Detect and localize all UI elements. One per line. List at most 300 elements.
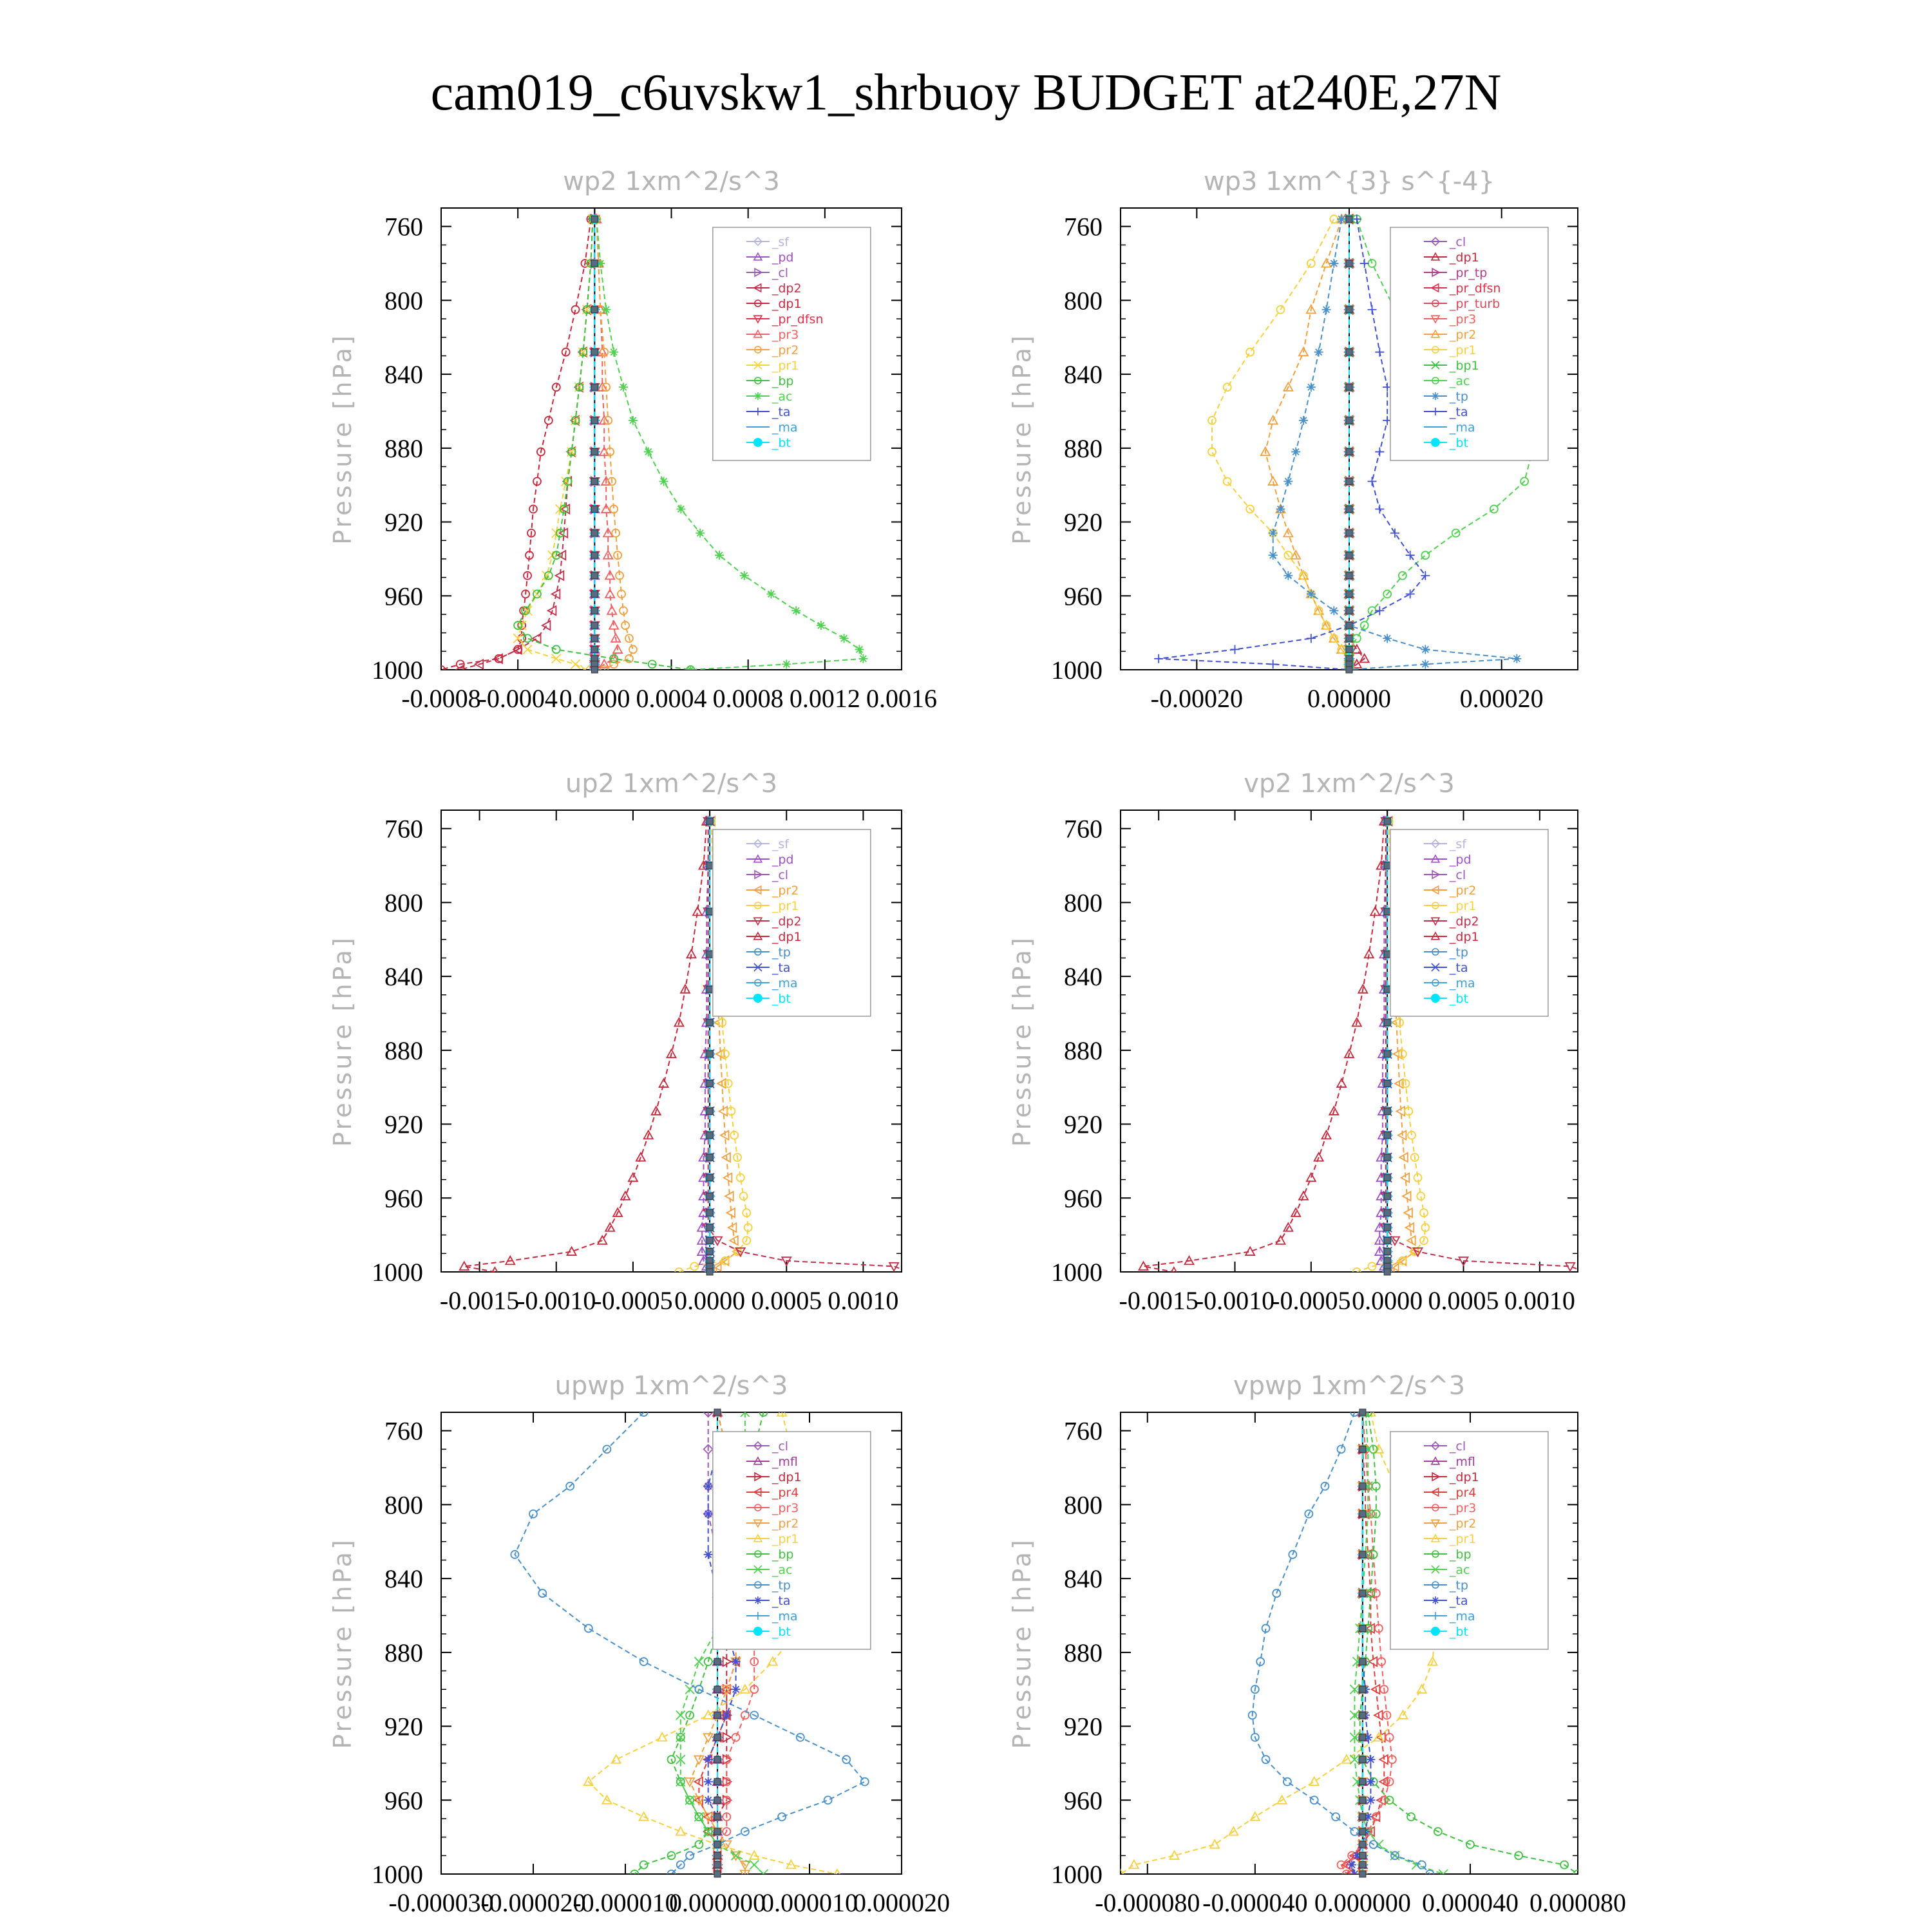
center-marker — [714, 1862, 721, 1868]
legend-item: _ma — [772, 421, 798, 435]
legend-item: _bp — [772, 1548, 794, 1562]
legend-item: _dp1 — [1449, 930, 1479, 944]
legend-item: _pr1 — [1449, 899, 1477, 913]
data-point — [1407, 1813, 1415, 1821]
center-marker — [706, 986, 713, 992]
legend-item: _ta — [772, 961, 791, 975]
center-marker — [1384, 1108, 1390, 1114]
center-marker — [714, 1871, 721, 1877]
center-marker — [1384, 818, 1390, 824]
center-marker — [714, 1734, 721, 1741]
data-point — [1314, 1153, 1323, 1161]
legend-item: _bt — [1449, 436, 1468, 450]
center-marker — [1346, 607, 1352, 614]
data-point — [1231, 645, 1240, 654]
center-marker — [706, 1175, 713, 1181]
legend-item: _cl — [1449, 868, 1466, 882]
legend-item: _pd — [772, 853, 794, 867]
center-marker — [714, 1686, 721, 1692]
center-marker — [591, 449, 598, 455]
x-tick-label: 0.000010 — [761, 1888, 858, 1917]
legend-item: _bt — [1449, 992, 1468, 1006]
center-marker — [1384, 951, 1390, 958]
data-point — [538, 1589, 546, 1597]
data-point — [704, 1777, 713, 1786]
center-marker — [591, 307, 598, 313]
center-marker — [1359, 1828, 1366, 1835]
center-marker — [1359, 1797, 1366, 1803]
y-tick-label: 920 — [1064, 507, 1103, 537]
y-tick-label: 800 — [384, 888, 423, 918]
center-marker — [1359, 1814, 1366, 1820]
data-point — [1283, 571, 1293, 580]
x-tick-label: 0.0016 — [866, 684, 937, 713]
figure-title: cam019_c6uvskw1_shrbuoy BUDGET at240E,27N — [430, 64, 1502, 121]
legend-item: _dp2 — [772, 914, 802, 929]
x-tick-label: 0.0008 — [712, 684, 784, 713]
legend-item: _cl — [772, 868, 789, 882]
data-point — [629, 416, 638, 425]
center-marker — [1384, 1080, 1390, 1086]
data-point — [766, 589, 775, 598]
data-point — [1383, 634, 1392, 643]
data-point — [1330, 215, 1338, 223]
x-tick-label: 0.0000 — [1352, 1286, 1423, 1315]
data-point — [1269, 477, 1278, 485]
center-marker — [1384, 1193, 1390, 1199]
data-point — [817, 621, 826, 630]
legend-item: _sf — [1449, 837, 1466, 851]
panel-title: wp3 1xm^{3} s^{-4} — [1203, 167, 1495, 196]
center-marker — [706, 909, 713, 915]
center-marker — [1384, 909, 1390, 915]
legend-item: _tp — [772, 1578, 791, 1593]
data-point — [676, 1710, 685, 1719]
center-marker — [1384, 1248, 1390, 1255]
y-tick-label: 800 — [1064, 888, 1103, 918]
data-point — [1375, 504, 1384, 513]
data-point — [1269, 659, 1278, 668]
data-point — [1375, 448, 1384, 457]
legend-item: _cl — [1449, 235, 1466, 249]
center-marker — [1384, 1237, 1390, 1244]
center-marker — [706, 1269, 713, 1275]
center-marker — [1346, 417, 1352, 424]
data-point — [513, 634, 522, 643]
legend-item: _pr2 — [1449, 328, 1477, 342]
data-point — [1347, 1861, 1356, 1870]
legend-item: _bt — [1449, 1625, 1468, 1639]
center-marker — [714, 1756, 721, 1763]
data-point — [1291, 448, 1300, 457]
data-point — [1421, 645, 1430, 654]
center-marker — [1359, 1483, 1366, 1490]
center-marker — [1346, 384, 1352, 390]
legend-item: _cl — [772, 266, 789, 280]
data-point — [523, 645, 532, 654]
legend-item: _pr_dfsn — [1449, 281, 1501, 296]
data-point — [609, 348, 618, 357]
data-point — [1307, 634, 1316, 643]
center-marker — [1384, 1209, 1390, 1216]
x-tick-label: -0.00020 — [1150, 684, 1243, 713]
center-marker — [706, 1080, 713, 1086]
legend-item: _pd — [772, 251, 794, 265]
center-marker — [706, 818, 713, 824]
panel-vpwp — [1008, 1371, 1626, 1917]
panels-container — [328, 167, 1626, 1917]
legend-item: _ta — [1449, 405, 1468, 419]
center-marker — [714, 1712, 721, 1718]
center-marker — [591, 573, 598, 579]
data-point — [598, 1236, 607, 1244]
y-tick-label: 760 — [1064, 1416, 1103, 1446]
legend-item: _tp — [1449, 945, 1468, 960]
legend-item: _pr3 — [1449, 312, 1477, 327]
y-tick-label: 800 — [384, 1490, 423, 1520]
data-point — [782, 659, 791, 668]
data-point — [750, 1861, 759, 1870]
center-marker — [591, 646, 598, 652]
center-marker — [1359, 1734, 1366, 1741]
series-line-pd — [1379, 821, 1386, 1272]
center-marker — [706, 1237, 713, 1244]
panel-up2 — [328, 769, 914, 1315]
data-point — [704, 1710, 713, 1719]
y-axis-label: Pressure [hPa] — [328, 935, 357, 1147]
center-marker — [1346, 506, 1352, 512]
series-line-pr1 — [518, 219, 592, 670]
data-point — [686, 665, 695, 674]
legend-item: _ta — [772, 1594, 791, 1608]
center-marker — [714, 1409, 721, 1416]
data-point — [1512, 654, 1521, 663]
data-point — [740, 571, 749, 580]
center-marker — [706, 1108, 713, 1114]
center-marker — [1384, 1269, 1390, 1275]
x-tick-label: -0.0004 — [478, 684, 558, 713]
legend-item: _ma — [772, 1609, 798, 1624]
x-tick-label: 0.000040 — [1421, 1888, 1519, 1917]
legend — [1390, 829, 1548, 1016]
data-point — [732, 1685, 741, 1694]
data-point — [542, 621, 551, 630]
panel-title: up2 1xm^2/s^3 — [565, 769, 778, 799]
legend-item: _bt — [772, 992, 791, 1006]
data-point — [1350, 1828, 1358, 1835]
center-marker — [591, 552, 598, 558]
data-point — [1360, 259, 1369, 268]
y-tick-label: 880 — [384, 1638, 423, 1667]
center-marker — [1346, 622, 1352, 629]
y-tick-label: 1000 — [372, 1860, 423, 1889]
y-tick-label: 960 — [1064, 1786, 1103, 1815]
data-point — [732, 1657, 741, 1666]
center-marker — [1384, 1051, 1390, 1057]
panel-vp2 — [1008, 769, 1590, 1315]
center-marker — [591, 591, 598, 597]
data-point — [1366, 1795, 1375, 1804]
series-line-dp1 — [464, 821, 707, 1272]
center-marker — [714, 1852, 721, 1859]
series-line-pr2 — [1265, 219, 1349, 670]
legend-item: _tp — [772, 945, 791, 960]
legend-item: _pr1 — [1449, 343, 1477, 357]
legend-item: _mfl — [1449, 1455, 1475, 1469]
data-point — [1366, 1755, 1375, 1764]
panel-title: wp2 1xm^2/s^3 — [563, 167, 780, 196]
y-tick-label: 880 — [1064, 1036, 1103, 1065]
center-marker — [1359, 1625, 1366, 1632]
y-tick-label: 960 — [384, 582, 423, 611]
center-marker — [1384, 1224, 1390, 1231]
legend-item: _pr2 — [772, 1517, 799, 1531]
x-tick-label: -0.0010 — [1195, 1286, 1275, 1315]
data-point — [529, 1510, 537, 1518]
y-tick-label: 920 — [1064, 1110, 1103, 1139]
x-tick-label: 0.0012 — [789, 684, 860, 713]
legend-item: _tp — [1449, 390, 1468, 404]
y-tick-label: 800 — [384, 286, 423, 316]
legend-item: _pr1 — [1449, 1532, 1477, 1546]
center-marker — [1359, 1852, 1366, 1859]
center-marker — [1346, 635, 1352, 641]
x-tick-label: 0.000080 — [1530, 1888, 1626, 1917]
y-tick-label: 800 — [1064, 1490, 1103, 1520]
legend-item: _cl — [1449, 1439, 1466, 1454]
legend-item: _ta — [772, 405, 791, 419]
data-point — [1390, 529, 1399, 538]
center-marker — [1384, 986, 1390, 992]
legend-item: _ta — [1449, 1594, 1468, 1608]
data-point — [858, 654, 867, 663]
legend — [713, 227, 871, 460]
x-tick-label: 0.0010 — [828, 1286, 899, 1315]
y-axis-label: Pressure [hPa] — [328, 1537, 357, 1749]
legend-item: _pr_dfsn — [772, 312, 824, 327]
legend-item: _dp1 — [1449, 251, 1479, 265]
panel-wp2 — [328, 167, 937, 713]
center-marker — [591, 260, 598, 267]
legend-item: _cl — [772, 1439, 789, 1454]
center-marker — [591, 349, 598, 355]
center-marker — [1384, 1132, 1390, 1139]
legend-item: _ac — [1449, 1563, 1470, 1577]
legend-item: _pr1 — [772, 1532, 799, 1546]
x-tick-label: -0.000010 — [573, 1888, 678, 1917]
data-point — [704, 1550, 713, 1559]
data-point — [1299, 416, 1308, 425]
center-marker — [706, 1209, 713, 1216]
center-marker — [706, 1154, 713, 1160]
x-tick-label: 0.0004 — [636, 684, 707, 713]
legend — [713, 1432, 871, 1649]
center-marker — [1359, 1409, 1366, 1416]
y-tick-label: 760 — [384, 212, 423, 242]
center-marker — [1359, 1756, 1366, 1763]
center-marker — [591, 667, 598, 673]
y-tick-label: 840 — [384, 360, 423, 390]
data-point — [621, 1191, 630, 1200]
center-marker — [706, 1051, 713, 1057]
center-marker — [591, 506, 598, 512]
legend-item: _ac — [1449, 374, 1470, 388]
legend-item: _sf — [772, 837, 789, 851]
legend-item: _ac — [772, 1563, 793, 1577]
x-tick-label: -0.0015 — [439, 1286, 520, 1315]
legend-item: _dp2 — [772, 281, 802, 296]
center-marker — [1346, 216, 1352, 222]
data-point — [1418, 1861, 1426, 1869]
y-tick-label: 760 — [1064, 212, 1103, 242]
center-marker — [1359, 1658, 1366, 1665]
y-tick-label: 880 — [1064, 1638, 1103, 1667]
legend-item: _dp1 — [772, 297, 802, 311]
legend-item: _pr3 — [772, 328, 799, 342]
center-marker — [706, 1248, 713, 1255]
data-point — [905, 1268, 914, 1276]
data-point — [1366, 1777, 1375, 1786]
center-marker — [1346, 552, 1352, 558]
data-point — [1276, 1236, 1285, 1244]
data-point — [1368, 305, 1377, 314]
x-tick-label: -0.000020 — [480, 1888, 586, 1917]
y-tick-label: 880 — [384, 1036, 423, 1065]
panel-wp3 — [1008, 167, 1578, 713]
legend-item: _pr2 — [1449, 1517, 1477, 1531]
legend-item: _tp — [1449, 1578, 1468, 1593]
data-point — [1337, 1445, 1345, 1453]
data-point — [1322, 305, 1331, 314]
center-marker — [1384, 1019, 1390, 1026]
legend-item: _bt — [772, 436, 791, 450]
center-marker — [1346, 573, 1352, 579]
data-point — [524, 634, 531, 642]
center-marker — [1346, 646, 1352, 652]
data-point — [1375, 348, 1384, 357]
data-point — [1368, 477, 1377, 486]
panel-title: vp2 1xm^2/s^3 — [1244, 769, 1455, 799]
data-point — [695, 1841, 703, 1848]
series-line-bp — [518, 219, 690, 670]
y-axis-label: Pressure [hPa] — [328, 333, 357, 545]
legend-item: _mfl — [772, 1455, 798, 1469]
legend-item: _ta — [1449, 961, 1468, 975]
y-tick-label: 1000 — [1051, 1860, 1103, 1889]
legend-item: _dp1 — [772, 1470, 802, 1484]
legend-item: _pr2 — [772, 343, 799, 357]
data-point — [1350, 1870, 1359, 1879]
legend-item: _bp — [1449, 1548, 1472, 1562]
y-tick-label: 840 — [384, 962, 423, 992]
y-axis-label: Pressure [hPa] — [1008, 333, 1036, 545]
y-axis-label: Pressure [hPa] — [1008, 935, 1036, 1147]
data-point — [1269, 529, 1278, 538]
data-point — [1581, 1268, 1590, 1276]
data-point — [1210, 1840, 1219, 1848]
x-tick-label: 0.0000 — [674, 1286, 746, 1315]
x-tick-label: -0.0010 — [516, 1286, 596, 1315]
data-point — [732, 1734, 740, 1741]
panel-title: vpwp 1xm^2/s^3 — [1233, 1371, 1466, 1401]
legend-item: _bp — [772, 374, 794, 388]
y-tick-label: 800 — [1064, 286, 1103, 316]
data-point — [1224, 383, 1231, 391]
center-marker — [1384, 862, 1390, 869]
center-marker — [1359, 1779, 1366, 1785]
center-marker — [1359, 1590, 1366, 1596]
data-point — [1224, 477, 1231, 485]
x-tick-label: 0.0005 — [751, 1286, 822, 1315]
legend-item: _pr2 — [772, 884, 799, 898]
panel-title: upwp 1xm^2/s^3 — [554, 1371, 788, 1401]
center-marker — [706, 862, 713, 869]
legend-item: _bp1 — [1449, 359, 1479, 373]
center-marker — [706, 1193, 713, 1199]
center-marker — [591, 478, 598, 484]
y-axis-label: Pressure [hPa] — [1008, 1537, 1036, 1749]
x-tick-label: 0.000020 — [853, 1888, 950, 1917]
center-marker — [1346, 349, 1352, 355]
y-tick-label: 760 — [1064, 814, 1103, 844]
data-point — [1421, 659, 1430, 668]
x-tick-label: -0.0005 — [593, 1286, 673, 1315]
x-tick-label: -0.0008 — [401, 684, 481, 713]
data-point — [636, 1153, 645, 1161]
data-point — [861, 1778, 869, 1786]
data-point — [1314, 348, 1323, 357]
center-marker — [706, 951, 713, 958]
legend — [1390, 227, 1548, 460]
data-point — [824, 1796, 832, 1804]
y-tick-label: 840 — [1064, 360, 1103, 390]
data-point — [855, 645, 864, 654]
legend-item: _ma — [1449, 1609, 1475, 1624]
x-tick-label: 0.00020 — [1459, 684, 1544, 713]
data-point — [585, 1625, 592, 1633]
legend-item: _pd — [1449, 853, 1472, 867]
data-point — [1421, 551, 1429, 559]
data-point — [571, 659, 580, 668]
data-point — [1329, 606, 1338, 615]
x-tick-label: -0.000080 — [1095, 1888, 1200, 1917]
center-marker — [1359, 1841, 1366, 1848]
y-tick-label: 960 — [384, 1184, 423, 1213]
data-point — [778, 1813, 786, 1821]
data-point — [840, 634, 849, 643]
legend-item: _ac — [772, 390, 793, 404]
data-point — [1332, 1813, 1340, 1821]
center-marker — [1359, 1446, 1366, 1452]
y-tick-label: 920 — [384, 507, 423, 537]
center-marker — [1346, 530, 1352, 536]
center-marker — [591, 417, 598, 424]
panel-upwp — [328, 1371, 950, 1917]
legend-item: _ma — [772, 976, 798, 990]
data-point — [1311, 1796, 1318, 1804]
data-point — [1154, 654, 1163, 663]
data-point — [704, 1510, 713, 1519]
data-point — [1417, 1685, 1426, 1693]
y-tick-label: 920 — [384, 1712, 423, 1741]
center-marker — [591, 530, 598, 536]
center-marker — [1359, 1686, 1366, 1692]
legend-item: _pr4 — [772, 1486, 799, 1500]
x-tick-label: 0.0000 — [559, 684, 630, 713]
data-point — [619, 383, 628, 392]
data-point — [1375, 606, 1384, 615]
legend-item: _pr1 — [772, 899, 799, 913]
